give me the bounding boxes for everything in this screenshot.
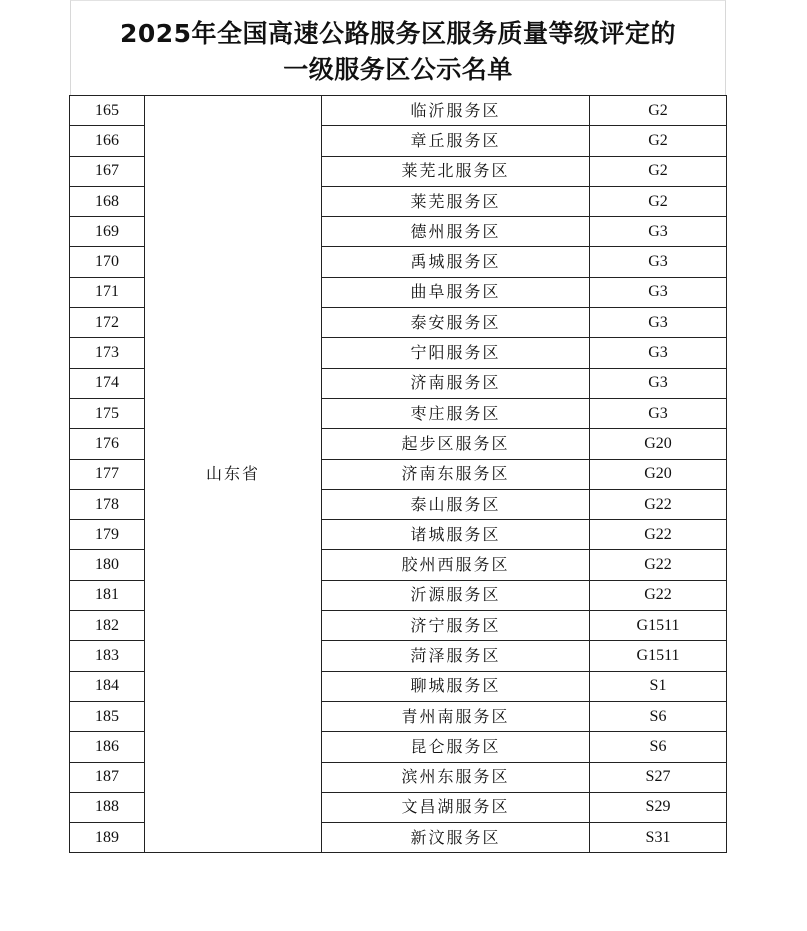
table-row	[70, 96, 727, 126]
row-number-cell: 183	[70, 641, 145, 671]
service-area-name-cell: 枣庄服务区	[322, 398, 590, 428]
row-number-cell: 177	[70, 459, 145, 489]
service-area-name-cell: 曲阜服务区	[322, 277, 590, 307]
service-area-table-body	[70, 96, 727, 853]
service-area-name-cell: 文昌湖服务区	[322, 792, 590, 822]
row-number-cell: 188	[70, 792, 145, 822]
service-area-name-cell: 泰安服务区	[322, 308, 590, 338]
highway-code-cell: G3	[590, 217, 727, 247]
service-area-name-cell: 德州服务区	[322, 217, 590, 247]
service-area-name-cell: 泰山服务区	[322, 489, 590, 519]
highway-code-cell: G22	[590, 550, 727, 580]
row-number-cell: 186	[70, 732, 145, 762]
row-number-cell: 179	[70, 520, 145, 550]
highway-code-cell: G20	[590, 459, 727, 489]
row-number-cell: 175	[70, 398, 145, 428]
row-number-cell: 184	[70, 671, 145, 701]
document-title-line1: 2025年全国高速公路服务区服务质量等级评定的	[119, 19, 677, 48]
highway-code-cell: G2	[590, 96, 727, 126]
service-area-name-cell: 昆仑服务区	[322, 732, 590, 762]
highway-code-cell: S27	[590, 762, 727, 792]
highway-code-cell: G3	[590, 338, 727, 368]
row-number-cell: 171	[70, 277, 145, 307]
highway-code-cell: G2	[590, 156, 727, 186]
service-area-name-cell: 滨州东服务区	[322, 762, 590, 792]
row-number-cell: 178	[70, 489, 145, 519]
highway-code-cell: G2	[590, 186, 727, 216]
service-area-table	[69, 95, 727, 853]
service-area-name-cell: 济南东服务区	[322, 459, 590, 489]
service-area-name-cell: 莱芜服务区	[322, 186, 590, 216]
highway-code-cell: S6	[590, 732, 727, 762]
highway-code-cell: G1511	[590, 611, 727, 641]
service-area-name-cell: 章丘服务区	[322, 126, 590, 156]
highway-code-cell: G3	[590, 308, 727, 338]
service-area-name-cell: 胶州西服务区	[322, 550, 590, 580]
highway-code-cell: S31	[590, 823, 727, 853]
service-area-name-cell: 沂源服务区	[322, 580, 590, 610]
service-area-name-cell: 菏泽服务区	[322, 641, 590, 671]
row-number-cell: 166	[70, 126, 145, 156]
highway-code-cell: G1511	[590, 641, 727, 671]
service-area-name-cell: 临沂服务区	[322, 96, 590, 126]
row-number-cell: 172	[70, 308, 145, 338]
highway-code-cell: G20	[590, 429, 727, 459]
highway-code-cell: S29	[590, 792, 727, 822]
service-area-name-cell: 聊城服务区	[322, 671, 590, 701]
row-number-cell: 182	[70, 611, 145, 641]
service-area-name-cell: 诸城服务区	[322, 520, 590, 550]
service-area-name-cell: 济南服务区	[322, 368, 590, 398]
highway-code-cell: S1	[590, 671, 727, 701]
row-number-cell: 187	[70, 762, 145, 792]
highway-code-cell: G3	[590, 247, 727, 277]
highway-code-cell: S6	[590, 701, 727, 731]
highway-code-cell: G22	[590, 520, 727, 550]
service-area-name-cell: 起步区服务区	[322, 429, 590, 459]
row-number-cell: 185	[70, 701, 145, 731]
row-number-cell: 174	[70, 368, 145, 398]
row-number-cell: 168	[70, 186, 145, 216]
service-area-name-cell: 青州南服务区	[322, 701, 590, 731]
service-area-name-cell: 新汶服务区	[322, 823, 590, 853]
row-number-cell: 170	[70, 247, 145, 277]
row-number-cell: 167	[70, 156, 145, 186]
row-number-cell: 169	[70, 217, 145, 247]
service-area-name-cell: 宁阳服务区	[322, 338, 590, 368]
highway-code-cell: G3	[590, 368, 727, 398]
row-number-cell: 176	[70, 429, 145, 459]
row-number-cell: 189	[70, 823, 145, 853]
highway-code-cell: G2	[590, 126, 727, 156]
province-cell: 山东省	[145, 96, 322, 853]
row-number-cell: 180	[70, 550, 145, 580]
row-number-cell: 173	[70, 338, 145, 368]
highway-code-cell: G3	[590, 277, 727, 307]
service-area-name-cell: 济宁服务区	[322, 611, 590, 641]
row-number-cell: 165	[70, 96, 145, 126]
highway-code-cell: G22	[590, 580, 727, 610]
row-number-cell: 181	[70, 580, 145, 610]
highway-code-cell: G22	[590, 489, 727, 519]
highway-code-cell: G3	[590, 398, 727, 428]
service-area-name-cell: 莱芜北服务区	[322, 156, 590, 186]
document-title-line2: 一级服务区公示名单	[283, 55, 513, 84]
service-area-name-cell: 禹城服务区	[322, 247, 590, 277]
